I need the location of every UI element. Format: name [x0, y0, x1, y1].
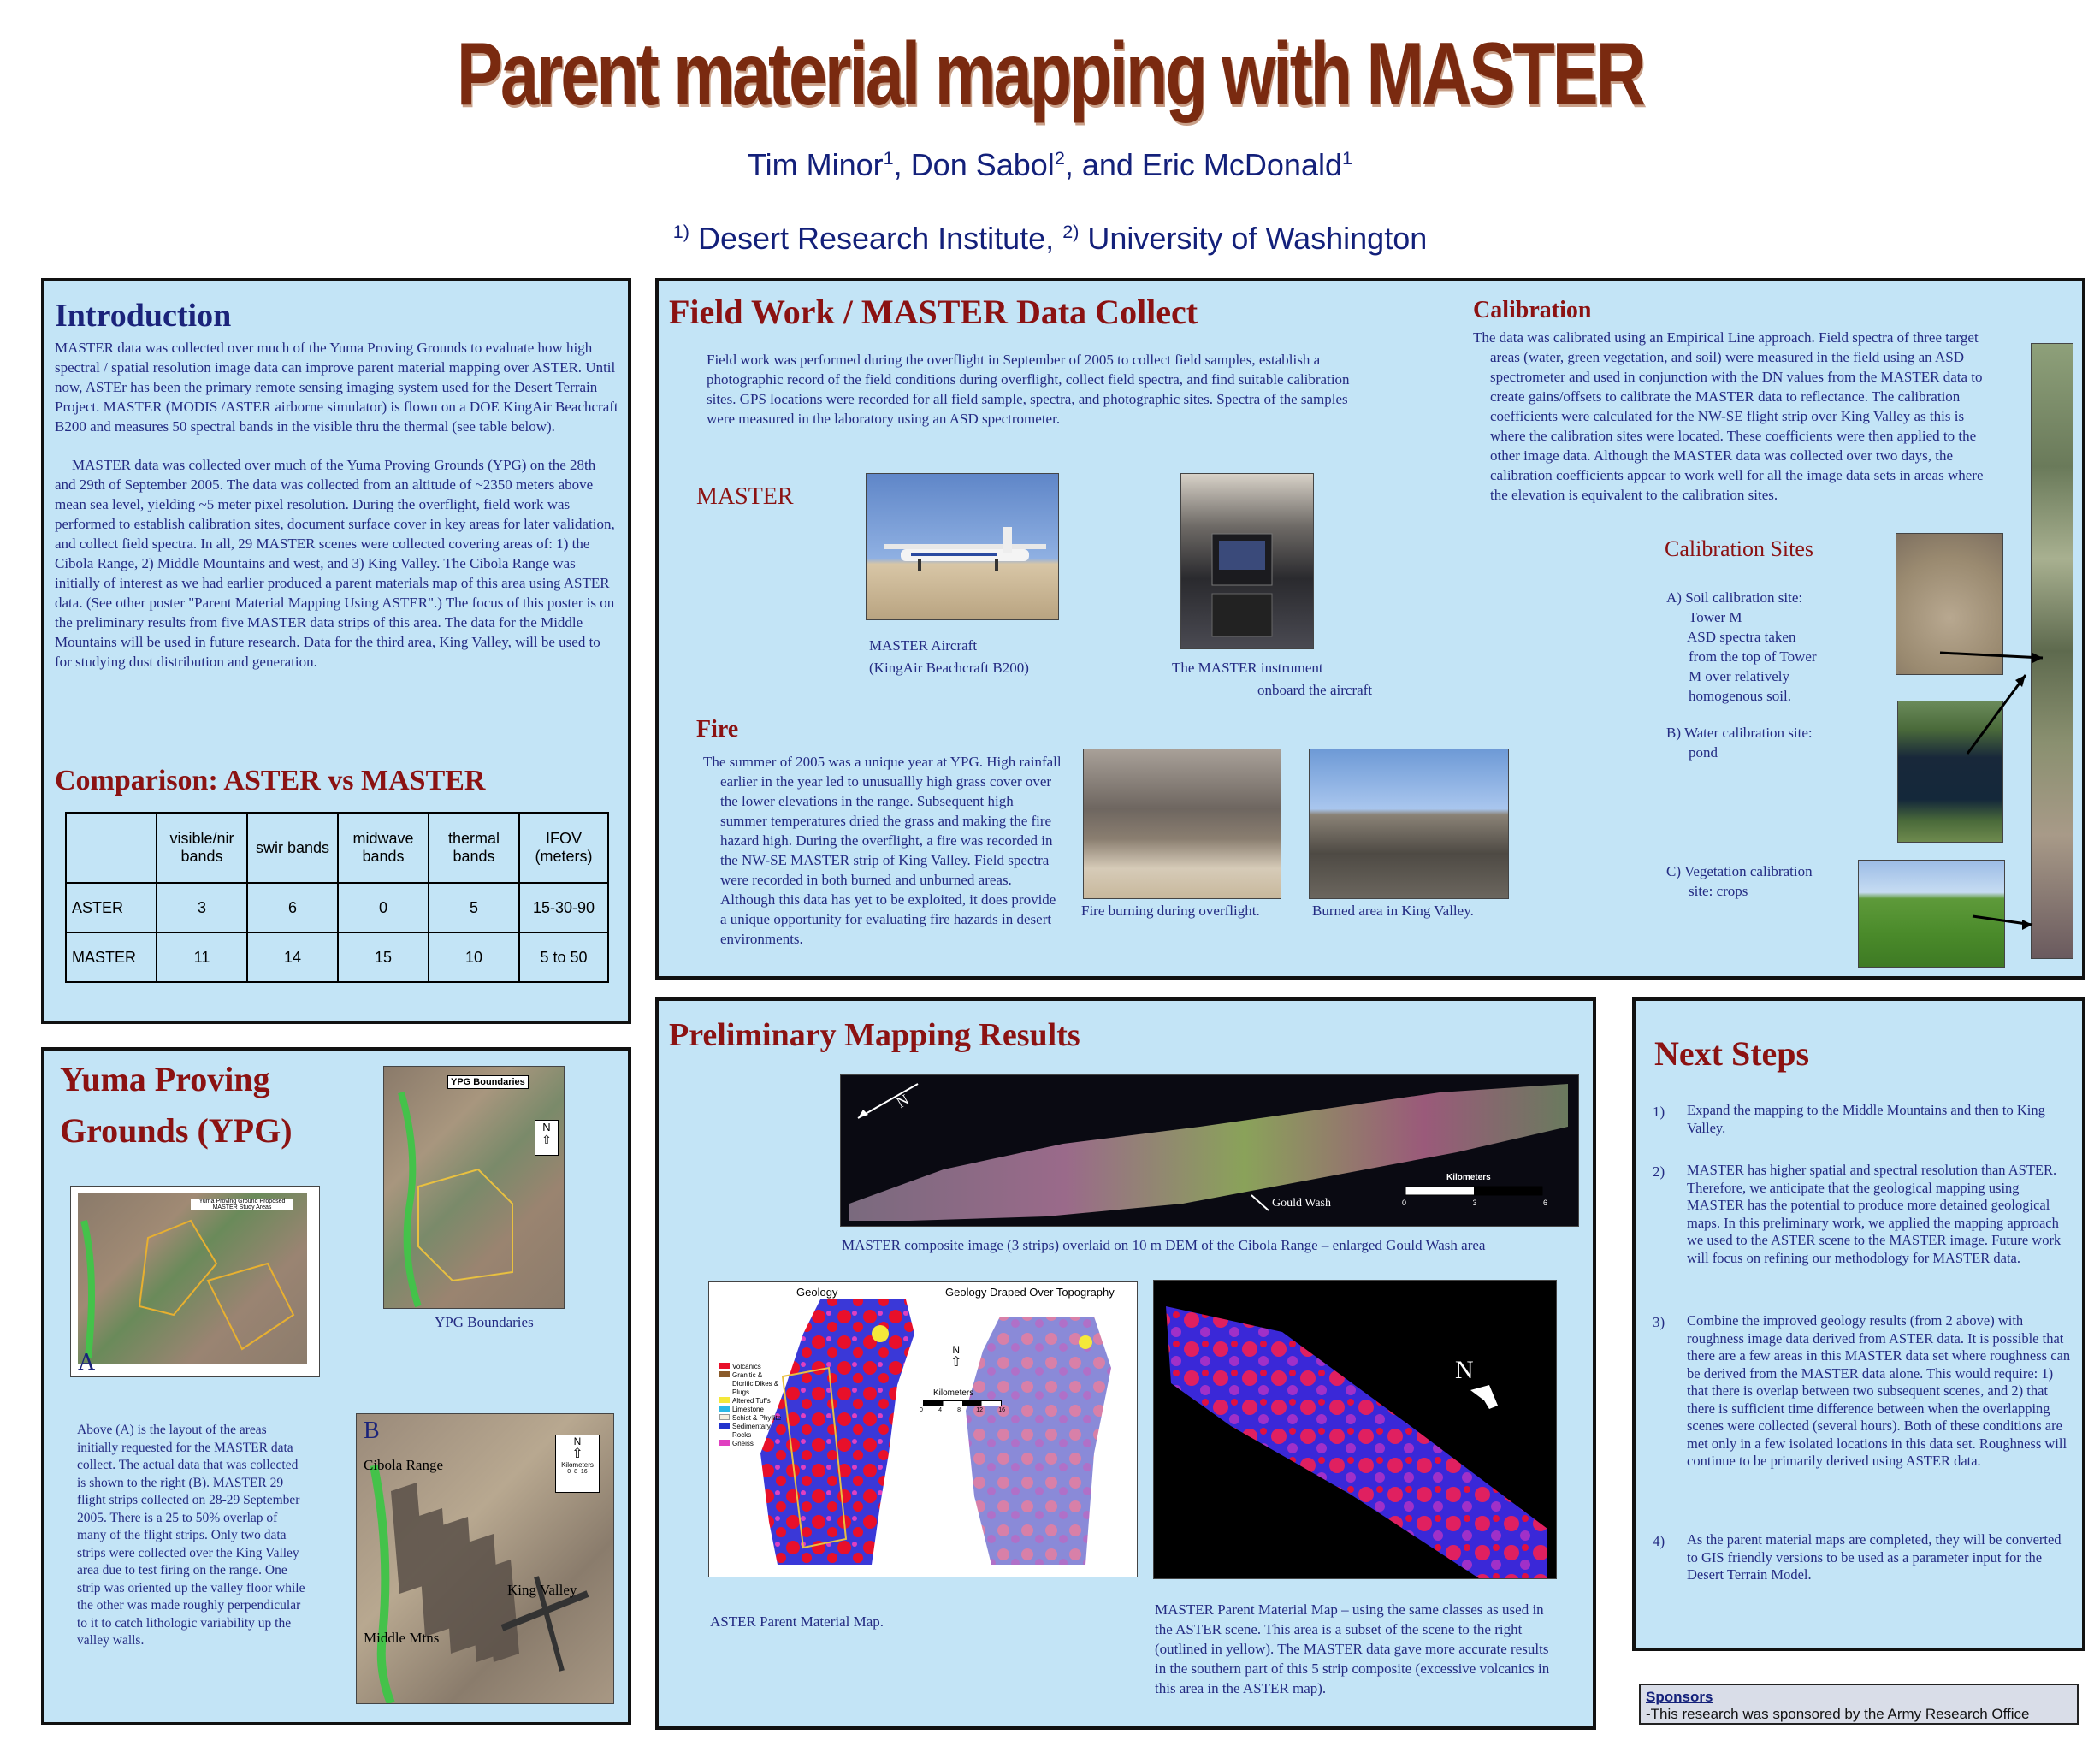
author-1: Tim Minor [747, 147, 884, 182]
dem-composite-image [840, 1074, 1579, 1227]
airplane-icon [867, 474, 1058, 619]
legend-swatch [719, 1371, 730, 1377]
aircraft-caption-1: MASTER Aircraft [869, 637, 978, 654]
next-item-text: MASTER has higher spatial and spectral resolution than ASTER. Therefore, we anticipate that the geological mapping using MASTER has the potential to produce more detained geological maps. In this preliminary work, we applied the mapping approach we used to the ASTER scene to the MASTER image. Future work will focus on refining our methodology for MASTER data. [1687, 1162, 2062, 1266]
table-cell: 3 [157, 883, 247, 932]
site-c-line: C) Vegetation calibration [1666, 863, 1813, 879]
table-cell: MASTER [66, 932, 157, 982]
sponsors-text: -This research was sponsored by the Army Research Office [1646, 1706, 2030, 1722]
site-b-line: B) Water calibration site: [1666, 725, 1813, 741]
next-steps-panel [1632, 997, 2085, 1651]
aircraft-photo [866, 473, 1059, 620]
table-cell: ASTER [66, 883, 157, 932]
north-label: N [542, 1121, 551, 1133]
legend-item [719, 1406, 784, 1414]
next-item-text: As the parent material maps are completed, they will be converted to GIS friendly versions to be used as a parameter input for the Desert Terrain Model. [1687, 1531, 2062, 1583]
fire-caption: Fire burning during overflight. [1081, 903, 1260, 919]
calibration-sites-heading: Calibration Sites [1665, 536, 1814, 561]
dem-km-label: Kilometers [1446, 1173, 1491, 1182]
master-label: MASTER [696, 483, 794, 510]
ypg-boundaries-map [383, 1066, 565, 1309]
legend-label: Sedimentary Rocks [732, 1423, 771, 1439]
master-north-label: N [1455, 1356, 1474, 1384]
aster-km-label: Kilometers [933, 1388, 974, 1398]
next-item-3 [1653, 1312, 2072, 1471]
comparison-table [65, 812, 609, 983]
legend-label: Schist & Phyllite [732, 1414, 782, 1422]
ypg-boundaries-label: YPG Boundaries [447, 1075, 529, 1089]
dem-north-label: N [893, 1091, 912, 1111]
north-arrow-icon: ⇧ [541, 1133, 552, 1146]
aster-map-caption: ASTER Parent Material Map. [710, 1613, 884, 1630]
intro-para-1: MASTER data was collected over much of the Yuma Proving Grounds to evaluate how high spectral / spatial resolution image data can improve parent material mapping over ASTER. Until now, ASTEr has been the primary remote sensing imaging system used for the Desert Terrain Project. MASTER (MODIS /ASTER airborne simulator) is flown on a DOE KingAir Beachcraft B200 and measures 50 spectral bands in the visible thru the thermal (see table below). [55, 340, 618, 435]
draped-label: Geology Draped Over Topography [945, 1286, 1115, 1299]
dem-caption: MASTER composite image (3 strips) overlaid on 10 m DEM of the Cibola Range – enlarged Gould Wash area [842, 1237, 1486, 1253]
author-2-affil: 2 [1054, 147, 1065, 169]
legend-label: Gneiss [732, 1440, 754, 1447]
km-tick: 16 [580, 1469, 588, 1475]
dem-km-ticks [1402, 1199, 1547, 1207]
author-list: Tim Minor$^1$, Don Sabol$^2$, and Eric McDonald$^1$ [747, 147, 1352, 182]
site-a-line: M over relatively [1689, 668, 1790, 684]
author-3-affil: 1 [1341, 147, 1352, 169]
ypg-heading-1: Yuma Proving [60, 1060, 270, 1098]
prelim-heading: Preliminary Mapping Results [669, 1017, 1080, 1053]
legend-label: Volcanics [732, 1363, 761, 1370]
next-item-text: Combine the improved geology results (from 2 above) with roughness image data derived from ASTER data. It is possible that there are a few areas in this MASTER data set where roughness can be derived from the MASTER data alone. This would require: 1) that there is overlap between two subsequent scenes, and 2) that there is sufficient time difference between when the overlapping scenes were collected (several hours). Both of these conditions are met only in a few isolated locations in this data set. Roughness will continue to be primarily derived using ASTER data. [1687, 1312, 2071, 1469]
site-a-line: A) Soil calibration site: [1666, 589, 1803, 606]
intro-para-2: MASTER data was collected over much of the Yuma Proving Grounds (YPG) on the 28th and 29th of September 2005. The data was collected from an altitude of ~2350 meters above mean sea level, yielding ~5 meter pixel resolution. During the overflight, field work was performed to establish calibration sites, document surface cover in key areas for later validation, and collect field spectra. In all, 29 MASTER scenes were collected covering areas of: 1) the Cibola Range, 2) Middle Mountains and west, and 3) King Valley. The Cibola Range was initially of interest as we had earlier produced a parent materials map of this area using ASTER data. (See other poster "Parent Material Mapping Using ASTER".) The focus of this poster is on the preliminary results from five MASTER data strips of this area. The data for the Middle Mountains will be used in future research. Data for the third area, King Valley, will be used to for studying dust distribution and generation. [55, 457, 615, 670]
master-parent-material-map [1153, 1280, 1557, 1579]
fire-label: Fire [696, 716, 739, 743]
prelim-panel [655, 997, 1596, 1730]
table-row [66, 883, 608, 932]
next-item-num: 2) [1653, 1163, 1665, 1180]
legend-item [719, 1414, 784, 1423]
table-header-cell: IFOV (meters) [519, 813, 608, 883]
table-cell: 10 [429, 932, 519, 982]
gould-wash-label: Gould Wash [1272, 1197, 1332, 1210]
map-b-letter: B [364, 1418, 380, 1444]
author-3: and Eric McDonald [1081, 147, 1342, 182]
geology-label: Geology [796, 1286, 838, 1299]
master-map-drawing [1154, 1281, 1556, 1578]
table-header-cell: visible/nir bands [157, 813, 247, 883]
legend-swatch [719, 1414, 730, 1420]
site-a-line: ASD spectra taken [1687, 629, 1796, 645]
km-tick: 0 [920, 1407, 923, 1413]
next-item-2 [1653, 1162, 2072, 1267]
calibration-text: The data was calibrated using an Empirical Line approach. Field spectra of three target areas (water, green vegetation, and soil) were measured in the field using an ASD spectrometer and used in conjunction with the DN values from the MASTER data to create gains/offsets to calibrate the MASTER data to reflectance. The calibration coefficients were calculated for the NW-SE flight strip over King Valley as this is where the calibration sites were located. These coefficients were then applied to the other image data. Although the MASTER data was collected over two days, the calibration coefficients appear to work well for all the image data sets in areas where the elevation is equivalent to the calibration sites. [1473, 329, 1984, 503]
legend-item [719, 1397, 784, 1406]
table-header-cell [66, 813, 157, 883]
geology-legend [719, 1363, 784, 1448]
legend-item [719, 1371, 784, 1397]
cibola-label: Cibola Range [364, 1457, 444, 1473]
table-row [66, 932, 608, 982]
next-item-1 [1653, 1102, 2072, 1137]
poster-title: Parent material mapping with MASTER [456, 25, 1644, 124]
table-cell: 6 [247, 883, 338, 932]
legend-swatch [719, 1406, 730, 1412]
table-cell: 15-30-90 [519, 883, 608, 932]
aster-north-arrow [950, 1344, 961, 1370]
legend-item [719, 1423, 784, 1440]
water-site-photo [1897, 701, 2003, 843]
aster-scale-bar [923, 1400, 1002, 1406]
map-a-title-line: Yuma Proving Ground Proposed [198, 1199, 286, 1204]
site-a-line: from the top of Tower [1689, 648, 1817, 665]
calibration-strip-image [2031, 343, 2073, 959]
king-valley-label: King Valley [507, 1582, 577, 1598]
crop-site-photo [1858, 860, 2005, 968]
aster-parent-material-map [708, 1281, 1138, 1577]
km-tick: 6 [1542, 1199, 1547, 1207]
burned-area-photo [1309, 749, 1509, 899]
site-a-text [1666, 588, 1872, 706]
instrument-photo [1180, 473, 1314, 649]
table-cell: 11 [157, 932, 247, 982]
map-a-letter: A [78, 1349, 96, 1376]
north-label: N [573, 1435, 582, 1447]
aircraft-caption-2: (KingAir Beachcraft B200) [869, 660, 1029, 676]
fieldwork-heading: Field Work / MASTER Data Collect [669, 293, 1198, 331]
comparison-heading: Comparison: ASTER vs MASTER [55, 765, 486, 796]
fire-photo [1083, 749, 1281, 899]
fire-text: The summer of 2005 was a unique year at YPG. High rainfall earlier in the year led to unusuallly high grass cover over the lower elevations in the range. Subsequent high summer temperatures dried the grass and making the fire hazard high. During the overflight, a fire was recorded in the NW-SE MASTER strip of King Valley. Field spectra were recorded in both burned and unburned areas. Although this data has yet to be exploited, it does provide a unique opportunity for evaluating fire hazards in desert environments. [703, 754, 1062, 947]
north-label: N [952, 1344, 961, 1356]
site-a-line: Tower M [1689, 609, 1742, 625]
km-tick: 8 [574, 1469, 577, 1475]
km-tick: 4 [938, 1407, 942, 1413]
table-header-cell: swir bands [247, 813, 338, 883]
next-item-num: 4) [1653, 1533, 1665, 1549]
legend-swatch [719, 1363, 730, 1369]
affiliations [0, 221, 2100, 257]
ypg-text: Above (A) is the layout of the areas initially requested for the MASTER data collect. The actual data that was collected is shown to the right (B). MASTER 29 flight strips collected on 28-29 September 2005. There is a 25 to 50% overlap of many of the flight strips. Only two data strips were collected over the King Valley area due to test firing on the range. One strip was oriented up the valley floor while the other was made roughly perpendicular to it to catch lithologic variability up the valley walls. [77, 1423, 305, 1648]
affil-1-marker: 1) [672, 221, 689, 242]
affil-2-marker: 2) [1062, 221, 1080, 242]
ypg-panel [41, 1047, 631, 1725]
aster-km-ticks [920, 1407, 1005, 1413]
table-cell: 5 [429, 883, 519, 932]
km-tick: 8 [957, 1407, 961, 1413]
north-arrow-icon: ⇧ [950, 1355, 962, 1370]
km-tick: 3 [1472, 1199, 1477, 1207]
next-item-num: 3) [1653, 1314, 1665, 1330]
ypg-boundary-outline [384, 1067, 564, 1308]
author-1-affil: 1 [883, 147, 894, 169]
table-cell: 14 [247, 932, 338, 982]
table-header-cell: midwave bands [338, 813, 429, 883]
calibration-heading: Calibration [1473, 297, 1592, 323]
affil-1: Desert Research Institute, [697, 221, 1055, 256]
next-item-text: Expand the mapping to the Middle Mountains and then to King Valley. [1687, 1102, 2045, 1136]
next-item-num: 1) [1653, 1104, 1665, 1120]
fieldwork-panel [655, 278, 2085, 980]
sponsors-box [1639, 1684, 2079, 1725]
table-cell: 15 [338, 932, 429, 982]
legend-label: Granitic & Dioritic Dikes & Plugs [732, 1371, 779, 1396]
km-tick: 0 [1402, 1199, 1407, 1207]
next-item-4 [1653, 1531, 2072, 1584]
site-c-text [1666, 861, 1889, 901]
instrument-caption-2: onboard the aircraft [1257, 682, 1373, 698]
affil-2: University of Washington [1087, 221, 1428, 256]
north-arrow-icon: ⇧ [571, 1447, 583, 1461]
km-label: Kilometers [561, 1461, 594, 1469]
map-a-study-areas [71, 1187, 319, 1376]
site-a-line: homogenous soil. [1689, 688, 1791, 704]
next-steps-heading: Next Steps [1654, 1034, 1810, 1073]
table-header-row [66, 813, 608, 883]
legend-swatch [719, 1440, 730, 1446]
table-cell: 5 to 50 [519, 932, 608, 982]
intro-heading: Introduction [55, 298, 232, 334]
middle-mtns-label: Middle Mtns [364, 1630, 440, 1646]
site-b-text [1666, 723, 1889, 762]
ypg-map-a [70, 1186, 320, 1377]
ypg-map-b [356, 1413, 614, 1704]
master-map-caption: MASTER Parent Material Map – using the same classes as used in the ASTER scene. This area is a subset of the scene to the right (outlined in yellow). The MASTER data gave more accurate results in the southern part of this 5 strip composite (excessive volcanics in this area in the ASTER map). [1155, 1601, 1550, 1696]
km-tick: 0 [567, 1469, 571, 1475]
site-c-line: site: crops [1689, 883, 1748, 899]
legend-item [719, 1440, 784, 1448]
legend-label: Limestone [732, 1406, 764, 1413]
legend-item [719, 1363, 784, 1371]
legend-swatch [719, 1397, 730, 1403]
legend-label: Altered Tuffs [732, 1397, 771, 1405]
ypg-boundaries-caption: YPG Boundaries [435, 1314, 534, 1330]
intro-panel [41, 278, 631, 1024]
km-ticks [556, 1469, 599, 1475]
soil-site-photo [1896, 533, 2003, 675]
burned-caption: Burned area in King Valley. [1312, 903, 1474, 919]
table-cell: 0 [338, 883, 429, 932]
legend-swatch [719, 1423, 730, 1429]
map-b-north-arrow [555, 1435, 600, 1493]
sponsors-heading: Sponsors [1646, 1689, 1713, 1705]
ypg-heading-2: Grounds (YPG) [60, 1111, 293, 1150]
km-tick: 12 [976, 1407, 984, 1413]
fieldwork-text: Field work was performed during the overflight in September of 2005 to collect field samples, establish a photographic record of the field conditions during overflight, collect field spectra, and find suitable calibration sites. GPS locations were recorded for all field sample, spectra, and photographic sites. Spectra of the samples were measured in the laboratory using an ASD spectrometer. [707, 352, 1350, 427]
km-tick: 16 [998, 1407, 1005, 1413]
map-a-title-line: MASTER Study Areas [212, 1204, 272, 1210]
site-b-line: pond [1689, 744, 1718, 761]
table-header-cell: thermal bands [429, 813, 519, 883]
instrument-caption-1: The MASTER instrument [1172, 660, 1323, 676]
author-2: Don Sabol [910, 147, 1055, 182]
instrument-rack-icon [1181, 474, 1313, 648]
ypg-north-arrow [535, 1120, 559, 1156]
